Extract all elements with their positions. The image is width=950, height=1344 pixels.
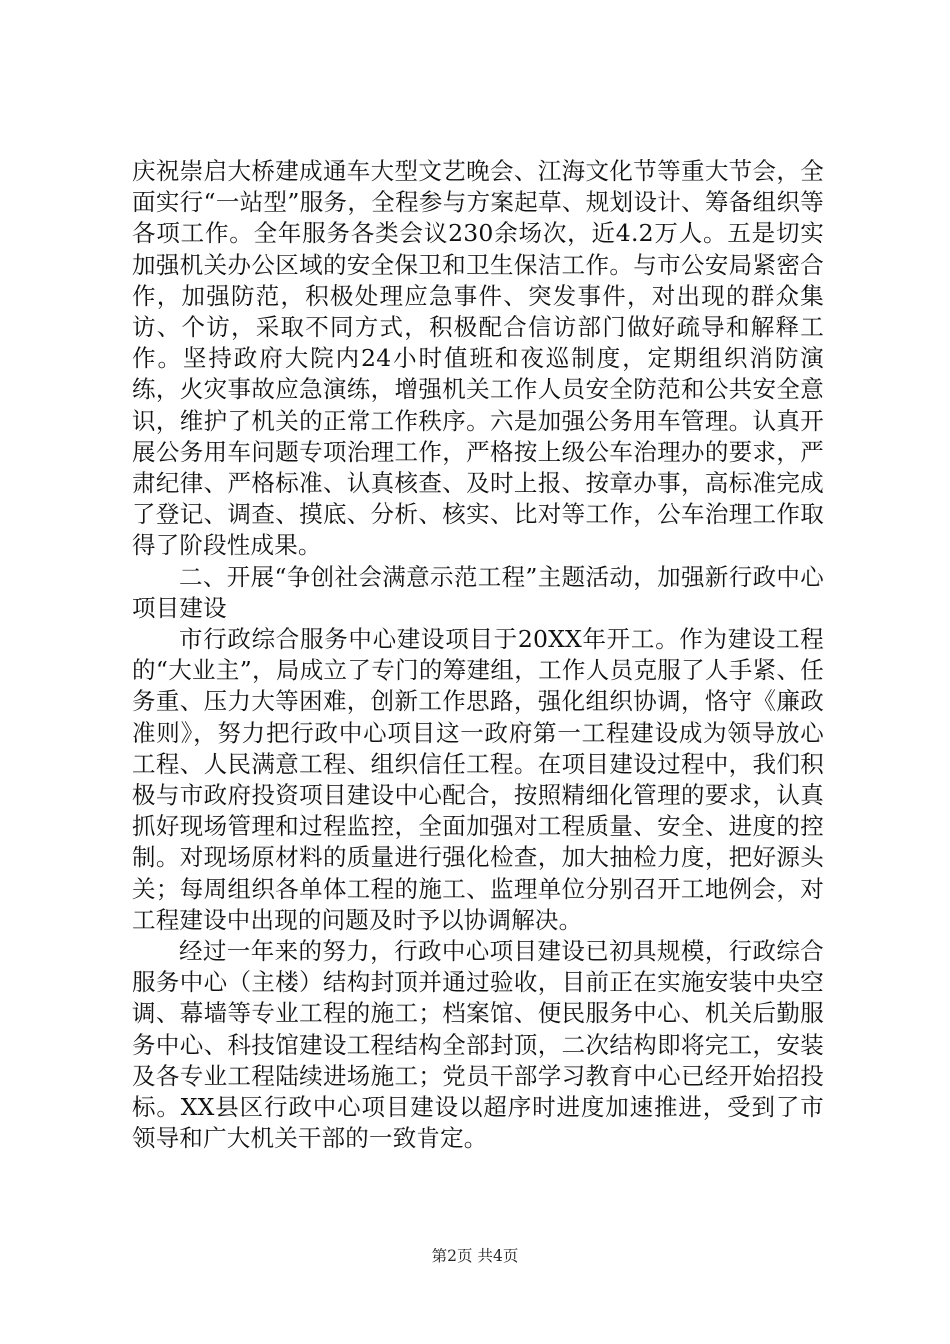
page-number: 第2页 共4页 xyxy=(431,1247,519,1265)
document-body xyxy=(132,156,824,1155)
paragraph-project-construction: 市行政综合服务中心建设项目于20XX年开工。作为建设工程的“大业主”，局成立了专门的筹建组，工作人员克服了人手紧、任务重、压力大等困难，创新工作思路，强化组织协调，恪守《廉政准则》，努力把行政中心项目这一政府第一工程建设成为领导放心工程、人民满意工程、组织信任工程。在项目建设过程中，我们积极与市政府投资项目建设中心配合，按照精细化管理的要求，认真抓好现场管理和过程监控，全面加强对工程质量、安全、进度的控制。对现场原材料的质量进行强化检查，加大抽检力度，把好源头关；每周组织各单体工程的施工、监理单位分别召开工地例会，对工程建设中出现的问题及时予以协调解决。 xyxy=(132,625,824,934)
paragraph-continuation: 庆祝崇启大桥建成通车大型文艺晚会、江海文化节等重大节会，全面实行“一站型”服务，全程参与方案起草、规划设计、筹备组织等各项工作。全年服务各类会议230余场次，近4.2万人。五是切实加强机关办公区域的安全保卫和卫生保洁工作。与市公安局紧密合作，加强防范，积极处理应急事件、突发事件，对出现的群众集访、个访，采取不同方式，积极配合信访部门做好疏导和解释工作。坚持政府大院内24小时值班和夜巡制度，定期组织消防演练，火灾事故应急演练，增强机关工作人员安全防范和公共安全意识，维护了机关的正常工作秩序。六是加强公务用车管理。认真开展公务用车问题专项治理工作，严格按上级公车治理办的要求，严肃纪律、严格标准、认真核查、及时上报、按章办事，高标准完成了登记、调查、摸底、分析、核实、比对等工作，公车治理工作取得了阶段性成果。 xyxy=(132,157,824,560)
paragraph-project-progress: 经过一年来的努力，行政中心项目建设已初具规模，行政综合服务中心（主楼）结构封顶并通过验收，目前正在实施安装中央空调、幕墙等专业工程的施工；档案馆、便民服务中心、机关后勤服务中心、科技馆建设工程结构全部封顶，二次结构即将完工，安装及各专业工程陆续进场施工；党员干部学习教育中心已经开始招投标。XX县区行政中心项目建设以超序时进度加速推进，受到了市领导和广大机关干部的一致肯定。 xyxy=(132,937,824,1153)
page-footer xyxy=(0,1246,950,1266)
section-heading: 二、开展“争创社会满意示范工程”主题活动，加强新行政中心项目建设 xyxy=(132,562,824,622)
